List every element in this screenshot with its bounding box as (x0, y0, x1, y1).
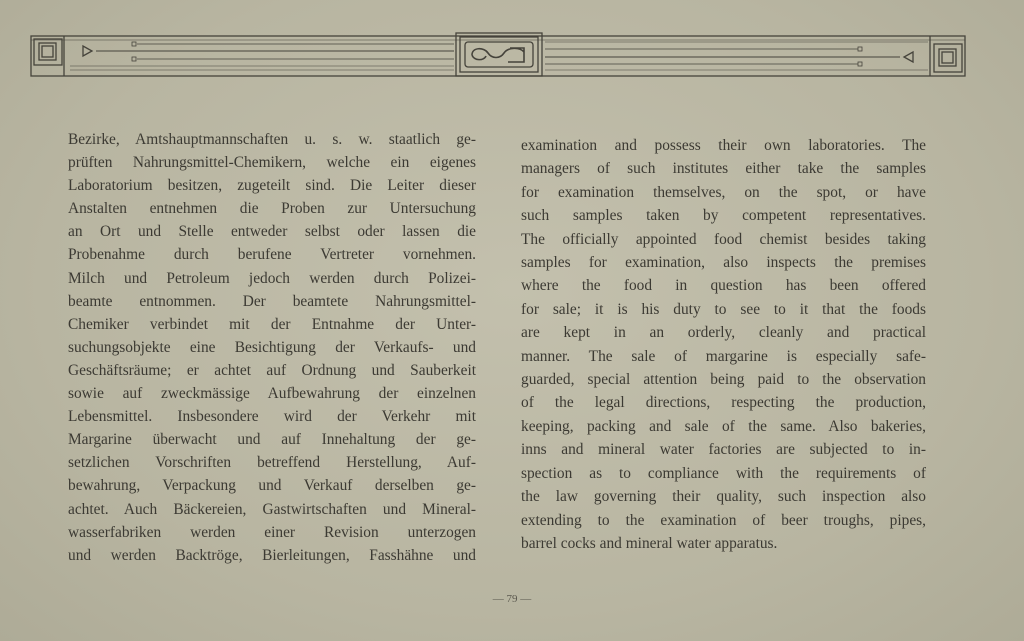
text-line: keeping, packing and sale of the same. Also bakeries, (521, 417, 926, 435)
text-line: Chemiker verbindet mit der Entnahme der Unter- (68, 315, 476, 333)
text-line: Bezirke, Amtshauptmannschaften u. s. w. staatlich ge- (68, 131, 476, 148)
text-line: prüften Nahrungsmittel-Chemikern, welche ein eigenes (68, 154, 476, 172)
text-line: inns and mineral water factories are subjected to in- (521, 441, 926, 459)
text-line: samples for examination, also inspects the premises (521, 254, 926, 272)
text-line: Lebensmittel. Insbesondere wird der Verkehr mit (68, 408, 476, 426)
text-line: setzlichen Vorschriften betreffend Herstellung, Auf- (68, 454, 476, 472)
page-number: — 79 — (492, 593, 532, 605)
text-line: Anstalten entnehmen die Proben zur Untersuchung (68, 200, 476, 218)
text-line: manner. The sale of margarine is especially safe- (521, 347, 926, 365)
text-line: Probenahme durch berufene Vertreter vornehmen. (68, 246, 476, 264)
text-line: Margarine überwacht und auf Innehaltung der ge- (68, 431, 476, 449)
text-line: managers of such institutes either take the samples (521, 160, 926, 178)
text-line: beamte entnommen. Der beamtete Nahrungsmittel- (68, 292, 476, 310)
text-line: an Ort und Stelle entweder selbst oder lassen die (68, 223, 476, 241)
text-line: the law governing their quality, such inspection also (521, 488, 926, 506)
text-line: achtet. Auch Bäckereien, Gastwirtschaften und Mineral- (68, 500, 476, 518)
text-line: examination and possess their own laboratories. The (521, 137, 926, 154)
text-line: for examination themselves, on the spot, or have (521, 183, 926, 201)
text-line: suchungsobjekte eine Besichtigung der Verkaufs- und (68, 338, 476, 356)
text-line: of the legal directions, respecting the production, (521, 394, 926, 412)
text-line: The officially appointed food chemist besides taking (521, 230, 926, 248)
text-line: Milch und Petroleum jedoch werden durch Polizei- (68, 269, 476, 287)
text-line: Laboratorium besitzen, zugeteilt sind. Die Leiter dieser (68, 177, 476, 195)
text-line: extending to the examination of beer troughs, pipes, (521, 511, 926, 529)
text-line: wasserfabriken werden einer Revision unterzogen (68, 523, 476, 541)
text-line: barrel cocks and mineral water apparatus. (521, 534, 778, 552)
text-line: Geschäftsräume; er achtet auf Ordnung und Sauberkeit (68, 361, 476, 379)
text-line: bewahrung, Verpackung und Verkauf derselben ge- (68, 477, 476, 495)
text-line: und werden Backtröge, Bierleitungen, Fasshähne und (68, 546, 476, 564)
text-line: spection as to compliance with the requirements of (521, 464, 926, 482)
text-line: are kept in an orderly, cleanly and practical (521, 324, 926, 342)
text-line: where the food in question has been offered (521, 277, 926, 295)
text-line: for sale; it is his duty to see to it that the foods (521, 300, 926, 318)
text-line: such samples taken by competent representatives. (521, 207, 926, 225)
right-column-english (521, 134, 926, 555)
text-line: guarded, special attention being paid to the observation (521, 371, 926, 389)
text-line: sowie auf zweckmässige Aufbewahrung der einzelnen (68, 385, 476, 403)
left-column-german (68, 128, 476, 567)
header-ornament (0, 0, 1024, 90)
